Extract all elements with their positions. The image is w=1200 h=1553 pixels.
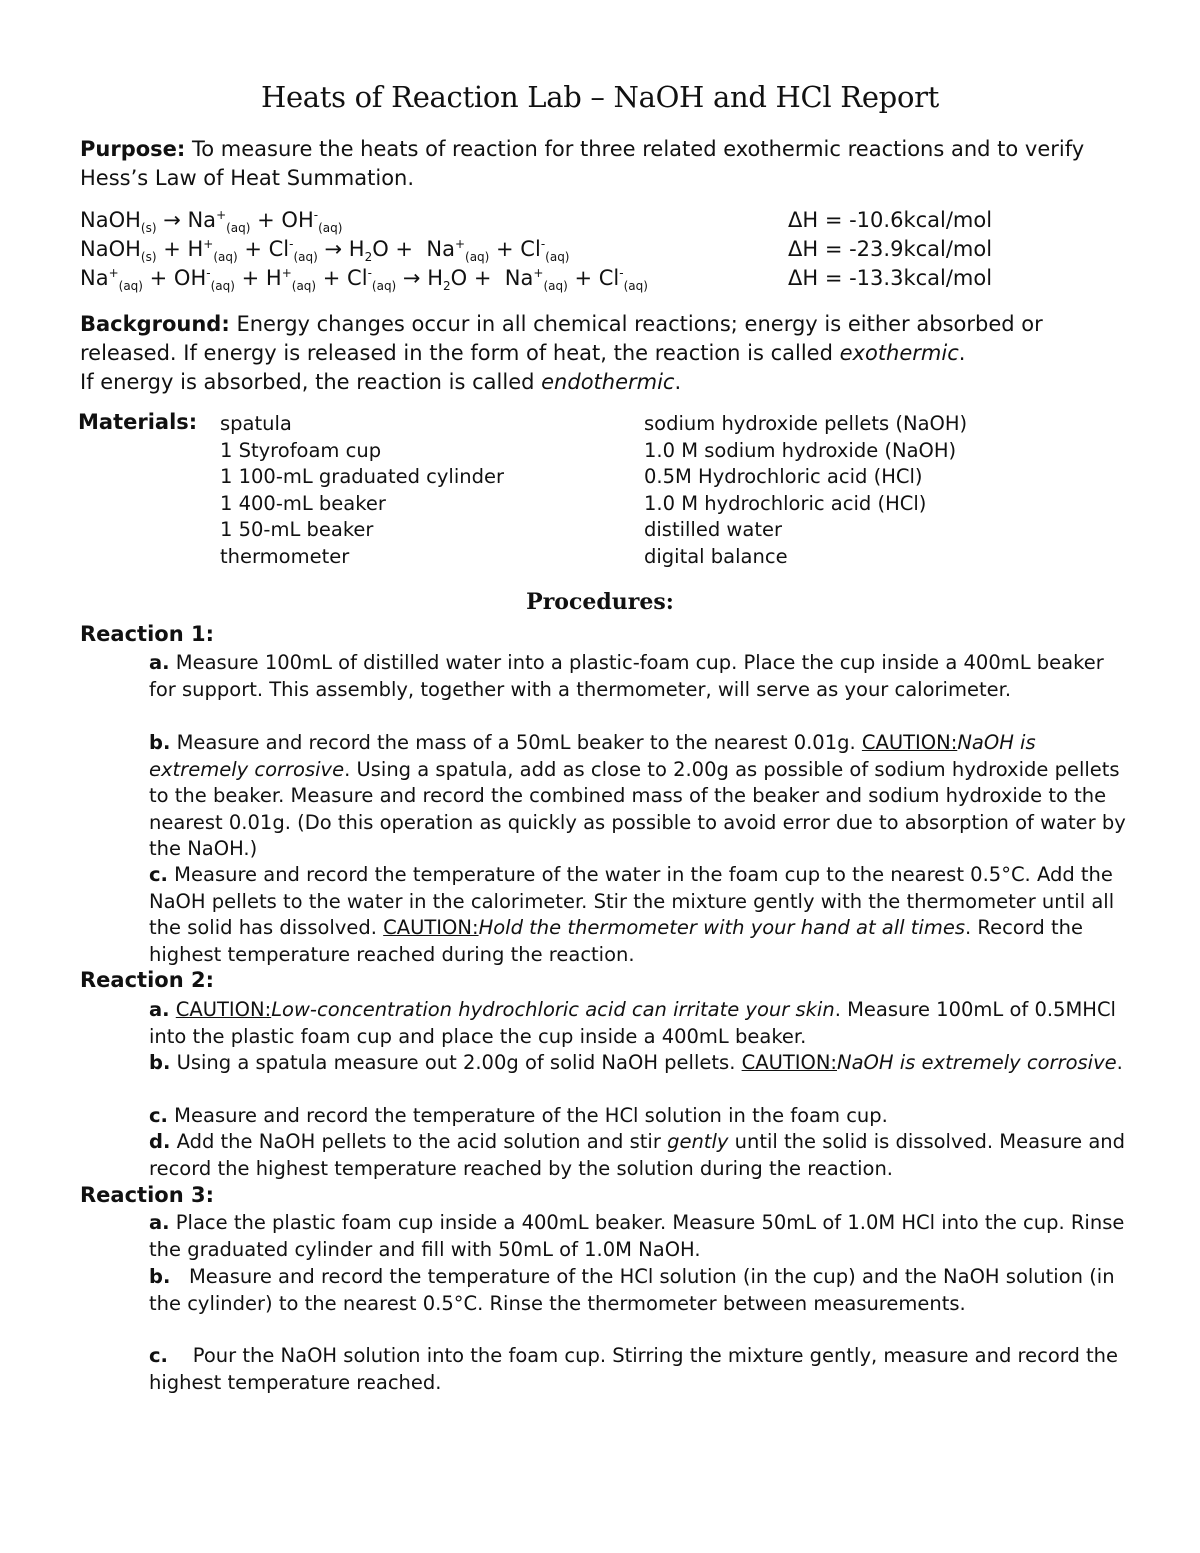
material-item: thermometer [220,544,350,568]
material-item: 0.5M Hydrochloric acid (HCl) [644,465,923,489]
step-text: . Measure 100mL of 0.5MHCl into the plastic foam cup and place the cup inside a 400mL beaker. [149,998,1116,1048]
caution-label: CAUTION: [175,998,272,1021]
caution-label: CAUTION: [741,1051,838,1074]
reaction-1-step-b [149,730,1129,863]
reaction-3-step-a [149,1210,1129,1263]
equation-row [80,266,1130,295]
step-label: c. [149,863,168,886]
background-text: If energy is absorbed, the reaction is called [80,370,535,394]
step-text: Measure and record the temperature of the HCl solution in the foam cup. [174,1104,888,1127]
step-text: . [1116,1051,1123,1074]
step-text: Measure 100mL of distilled water into a plastic-foam cup. Place the cup inside a 400mL beaker for support. This assembly, together with a thermometer, will serve as your calorimeter. [149,651,1104,701]
step-text: Add the NaOH pellets to the acid solution and stir [176,1130,661,1153]
equation-1: NaOH$_{(s)}$ → $Na^+_{(aq)} + OH^-_{(aq)}$ [80,208,343,236]
caution-text: NaOH is extremely corrosive [837,1051,1117,1074]
material-item: distilled water [644,518,782,542]
reaction-3-step-c [149,1343,1129,1396]
reaction-2-step-c [149,1103,1129,1130]
reaction-3-heading: Reaction 3: [80,1183,214,1207]
step-label: b. [149,1265,171,1288]
material-item: 1 100-mL graduated cylinder [220,465,505,489]
material-item: spatula [220,412,292,435]
reaction-2-step-a [149,997,1129,1050]
step-text: . Record the highest temperature reached during the reaction. [149,916,1083,966]
caution-label: CAUTION: [861,731,958,754]
equation-3-enthalpy: ΔH = -13.3kcal/mol [788,266,993,290]
material-item: sodium hydroxide pellets (NaOH) [644,412,968,435]
reaction-2-step-d [149,1129,1129,1182]
caution-label: CAUTION: [383,916,479,940]
equation-1-enthalpy: ΔH = -10.6kcal/mol [788,208,993,232]
step-text: until the solid is dissolved. Measure and record the highest temperature reached by the solution during the reaction. [149,1130,1126,1180]
step-text: Pour the NaOH solution into the foam cup. Stirring the mixture gently, measure and record the highest temperature reached. [149,1344,1119,1394]
material-item: 1 400-mL beaker [220,491,386,515]
equation-3: $Na^+_{(aq)} + OH^-_{(aq)} + H^+_{(aq)} + Cl^-_{(aq)} \to H_2O + Na^+_{(aq)} + Cl^-_{(aq)}$ [80,266,648,294]
step-label: a. [149,998,170,1021]
materials-label: Materials: [78,410,198,434]
reaction-1-step-c [149,862,1129,968]
reaction-1-step-a [149,650,1129,703]
caution-text: Hold the thermometer with your hand at all times [478,916,965,940]
equation-row [80,237,1130,266]
step-label: b. [149,1051,171,1074]
reaction-2-step-b [149,1050,1129,1077]
background-term: exothermic [839,341,959,365]
material-item: 1 50-mL beaker [220,518,374,542]
material-item: 1.0 M sodium hydroxide (NaOH) [644,438,957,462]
step-text: Using a spatula measure out 2.00g of solid NaOH pellets. [176,1051,736,1074]
materials-list-right [644,411,967,571]
equation-2: NaOH$_{(s)}$ + $H^+_{(aq)} + Cl^-_{(aq)} \to H_2O + Na^+_{(aq)} + Cl^-_{(aq)}$ [80,237,570,265]
background-term: endothermic [541,370,675,394]
step-text: Measure and record the mass of a 50mL beaker to the nearest 0.01g. [176,731,856,754]
material-item: 1.0 M hydrochloric acid (HCl) [644,491,927,515]
background-label: Background: [80,312,230,336]
purpose-section [80,135,1130,193]
equation-row [80,208,1130,237]
step-label: b. [149,731,171,754]
step-label: a. [149,1211,170,1234]
page-title: Heats of Reaction Lab – NaOH and HCl Report [260,80,940,114]
material-item: 1 Styrofoam cup [220,438,382,462]
purpose-label: Purpose: [80,137,186,161]
background-text: Energy changes occur in all chemical reactions; energy is either absorbed or released. If energy is released in the form of heat, the reaction is called [80,312,1043,365]
caution-text: Low-concentration hydrochloric acid can irritate your skin [271,998,835,1021]
step-label: a. [149,651,170,674]
reaction-1-heading: Reaction 1: [80,622,214,646]
reaction-3-step-b [149,1264,1129,1317]
background-section: Background: Energy changes occur in all chemical reactions; energy is either absorbed or released. If energy is released in the form of heat, the reaction is called exothermic. If energy is absorbed, the reaction is called endothermic. [80,312,1043,394]
step-emphasis: gently [667,1130,729,1153]
step-text: . Using a spatula, add as close to 2.00g as possible of sodium hydroxide pellets to the beaker. Measure and record the combined mass of the beaker and sodium hydroxide to the nearest 0.01g. (Do this operation as quickly as possible to avoid error due to absorption of water by the NaOH.) [149,757,1126,861]
materials-list-left [220,411,504,571]
step-text: Measure and record the temperature of the water in the foam cup to the nearest 0.5°C. Add the NaOH pellets to the water in the calorimeter. Stir the mixture gently with the thermometer until all the solid has dissolved. [149,863,1115,940]
procedures-heading: Procedures: [526,589,674,615]
step-label: d. [149,1130,171,1153]
step-label: c. [149,1344,168,1367]
material-item: digital balance [644,544,788,568]
purpose-text: To measure the heats of reaction for three related exothermic reactions and to verify Hess’s Law of Heat Summation. [80,137,1085,190]
caution-text: NaOH is extremely corrosive [149,731,1036,781]
reaction-2-heading: Reaction 2: [80,968,214,992]
equation-2-enthalpy: ΔH = -23.9kcal/mol [788,237,993,261]
step-text: Place the plastic foam cup inside a 400mL beaker. Measure 50mL of 1.0M HCl into the cup. Rinse the graduated cylinder and fill with 50mL of 1.0M NaOH. [149,1211,1125,1261]
step-label: c. [149,1104,168,1127]
step-text: Measure and record the temperature of the HCl solution (in the cup) and the NaOH solution (in the cylinder) to the nearest 0.5°C. Rinse the thermometer between measurements. [149,1265,1115,1315]
